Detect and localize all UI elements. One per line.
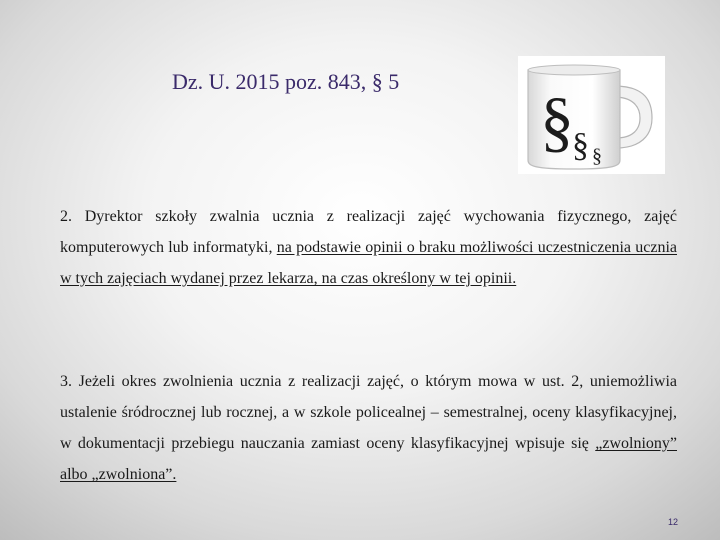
paragraph-2-text: 2. Dyrektor szkoły zwalnia ucznia z realizacji zajęć wychowania fizycznego, zajęć komputerowych lub informatyki, (60, 208, 677, 256)
paragraph-3-underlined: „zwolniony” albo „zwolniona”. (60, 435, 677, 483)
paragraph-3-text: 3. Jeżeli okres zwolnienia ucznia z realizacji zajęć, o którym mowa w ust. 2, uniemożliwia ustalenie śródrocznej lub rocznej, a w szkole policealnej – semestralnej, oceny klasyfikacyjnej, w dokumentacji przebiegu nauczania zamiast oceny klasyfikacyjnej wpisuje się (60, 373, 677, 452)
section-sign-medium: § (572, 127, 589, 164)
paragraph-2 (60, 201, 677, 294)
section-sign-large: § (540, 83, 574, 159)
slide-title: Dz. U. 2015 poz. 843, § 5 (172, 69, 400, 94)
paragraph-mug-icon (518, 56, 665, 174)
section-sign-small: § (592, 145, 602, 167)
paragraph-3 (60, 366, 677, 490)
paragraph-2-underlined: na podstawie opinii o braku możliwości uczestniczenia ucznia w tych zajęciach wydanej przez lekarza, na czas określony w tej opinii. (60, 239, 677, 287)
page-number: 12 (668, 517, 679, 527)
